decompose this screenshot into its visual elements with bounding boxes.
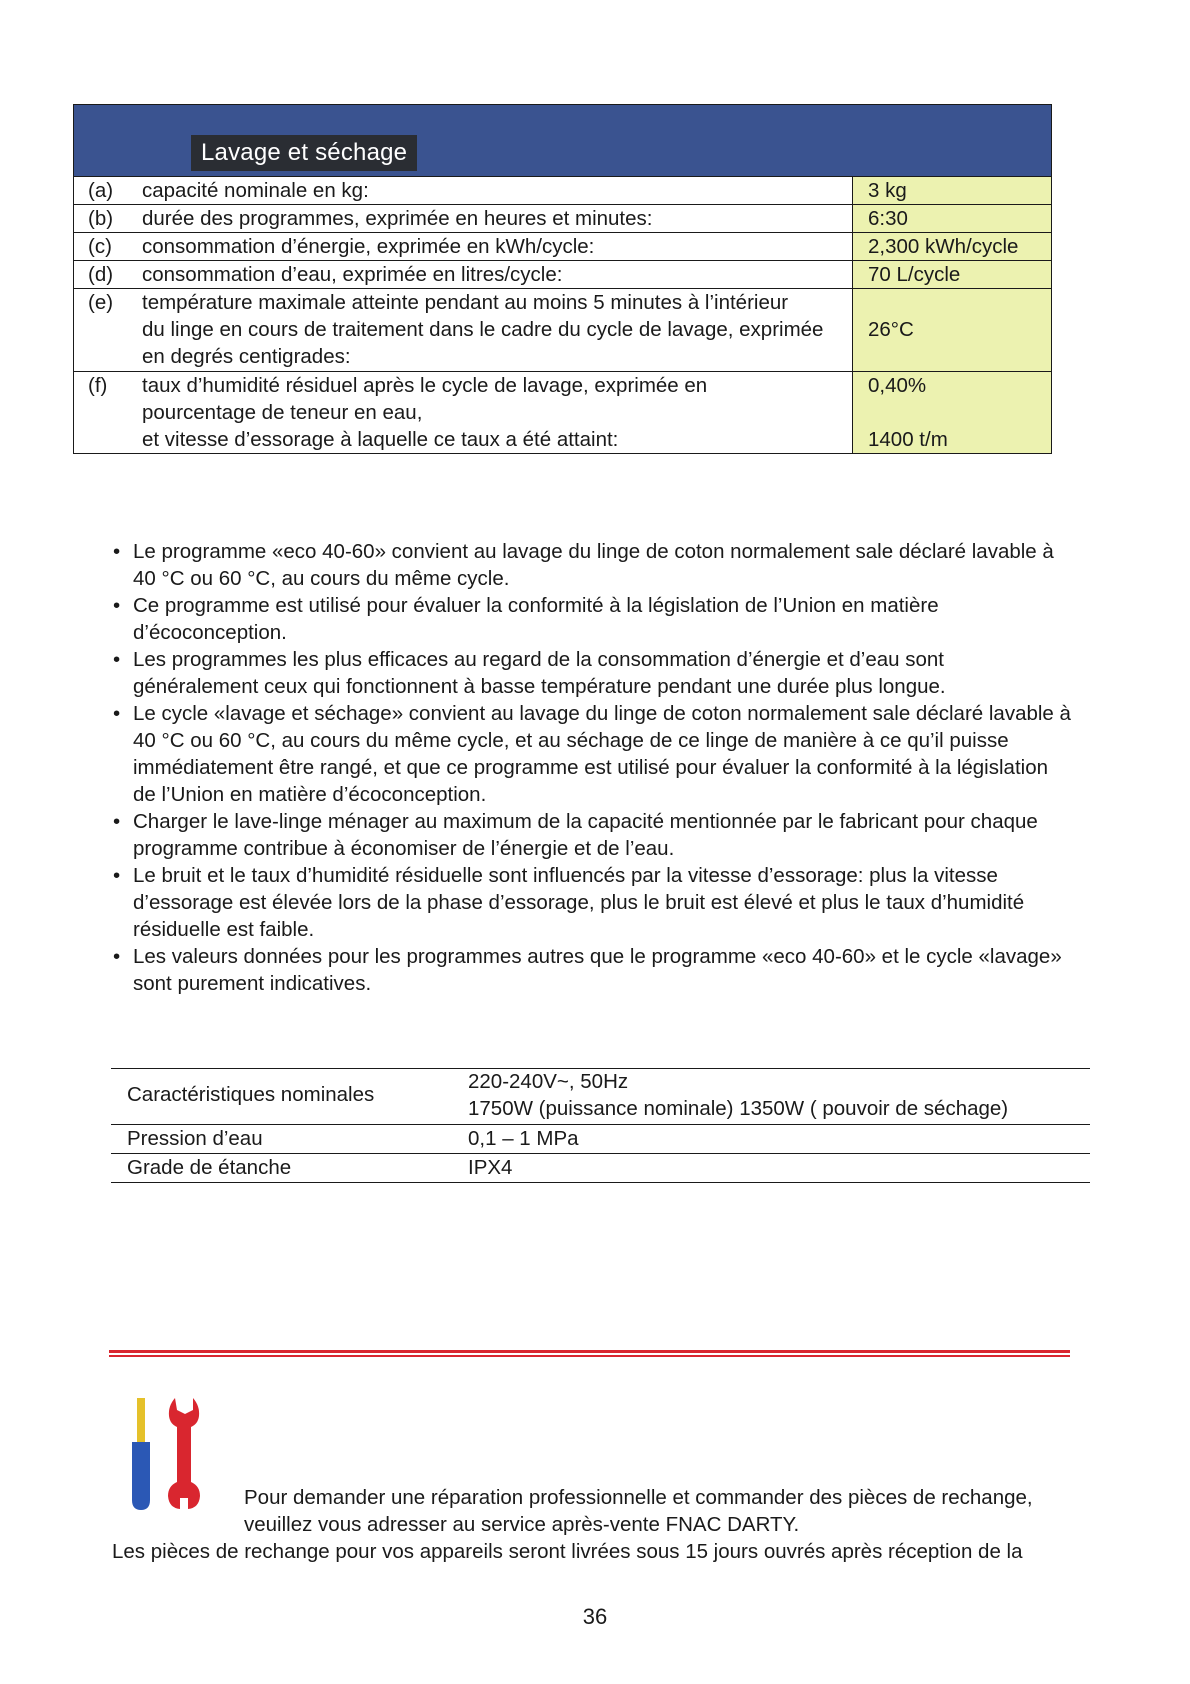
page-number: 36: [582, 1604, 608, 1629]
row-value: 26°C: [852, 289, 1051, 371]
wash-dry-table: [73, 104, 1052, 454]
repair-text: Pour demander une réparation professionnelle et commander des pièces de rechange, veuillez vous adresser au service après-vente FNAC DARTY.: [244, 1486, 1033, 1536]
row-description: capacité nominale en kg:: [142, 179, 369, 202]
spec-value: 0,1 – 1 MPa: [468, 1127, 579, 1150]
table-row: [111, 1153, 1090, 1183]
table-row: [74, 261, 1051, 289]
row-label: (d): [88, 263, 114, 286]
humidity-value: 0,40%: [868, 374, 927, 397]
row-description: consommation d’énergie, exprimée en kWh/cycle:: [142, 235, 595, 258]
specs-table: [111, 1068, 1090, 1183]
row-label: (b): [88, 207, 114, 230]
list-item: • Le programme «eco 40-60» convient au lavage du linge de coton normalement sale déclaré lavable à 40 °C ou 60 °C, au cours du même cycle.: [113, 538, 1103, 592]
spec-value: 1750W (puissance nominale) 1350W ( pouvoir de séchage): [468, 1097, 1009, 1120]
row-label: (e): [88, 291, 114, 314]
table-row: [74, 233, 1051, 261]
table-row: [111, 1068, 1090, 1124]
list-item: • Les valeurs données pour les programmes autres que le programme «eco 40-60» et le cycle «lavage» sont purement indicatives.: [113, 943, 1103, 997]
row-value: 2,300 kWh/cycle: [852, 233, 1051, 260]
spec-value: 220-240V~, 50Hz: [468, 1070, 629, 1093]
list-item: • Le cycle «lavage et séchage» convient au lavage du linge de coton normalement sale déclaré lavable à 40 °C ou 60 °C, au cours du même cycle, et au séchage de ce linge de manière à ce qu’il puisse immédiatement être rangé, et que ce programme est utilisé pour évaluer la conformité à la législation de l’Union en matière d’écoconception.: [113, 700, 1103, 808]
row-value: 6:30: [852, 205, 1051, 232]
spin-speed-value: 1400 t/m: [868, 428, 948, 451]
tools-icon: [128, 1396, 210, 1512]
screwdriver-handle: [132, 1442, 150, 1510]
spec-key: Grade de étanche: [127, 1156, 292, 1179]
row-description: consommation d’eau, exprimée en litres/cycle:: [142, 263, 563, 286]
table-row: [74, 177, 1051, 205]
table-row: [111, 1124, 1090, 1153]
table-row: [74, 205, 1051, 233]
row-description: taux d’humidité résiduel après le cycle de lavage, exprimée en pourcentage de teneur en eau, et vitesse d’essorage à laquelle ce taux a été attaint:: [142, 374, 708, 451]
row-description: durée des programmes, exprimée en heures et minutes:: [142, 207, 653, 230]
table-row: [74, 372, 1051, 453]
row-value: 70 L/cycle: [852, 261, 1051, 288]
row-label: (f): [88, 374, 108, 397]
spec-value: IPX4: [468, 1156, 513, 1179]
wash-dry-table-header: [74, 105, 1051, 177]
row-label: (a): [88, 179, 114, 202]
spec-key: Caractéristiques nominales: [127, 1083, 375, 1106]
wash-dry-table-title: Lavage et séchage: [191, 135, 417, 171]
row-label: (c): [88, 235, 112, 258]
spec-key: Pression d’eau: [127, 1127, 263, 1150]
row-description: température maximale atteinte pendant au moins 5 minutes à l’intérieur du linge en cours de traitement dans le cadre du cycle de lavage, exprimée en degrés centigrades:: [142, 291, 824, 368]
wrench: [168, 1398, 200, 1509]
screwdriver-shaft: [137, 1398, 145, 1442]
list-item: • Le bruit et le taux d’humidité résiduelle sont influencés par la vitesse d’essorage: plus la vitesse d’essorage est élevée lors de la phase d’essorage, plus le bruit est élevé et plus le taux d’humidité résiduelle est faible.: [113, 862, 1103, 943]
list-item: • Charger le lave-linge ménager au maximum de la capacité mentionnée par le fabricant pour chaque programme contribue à économiser de l’énergie et de l’eau.: [113, 808, 1103, 862]
row-value: [852, 372, 1051, 453]
notes-list: [113, 538, 1103, 997]
table-row: [74, 289, 1051, 372]
row-value: 3 kg: [852, 177, 1051, 204]
list-item: • Les programmes les plus efficaces au regard de la consommation d’énergie et d’eau sont généralement ceux qui fonctionnent à basse température pendant une durée plus longue.: [113, 646, 1103, 700]
section-divider: [109, 1350, 1070, 1358]
list-item: • Ce programme est utilisé pour évaluer la conformité à la législation de l’Union en matière d’écoconception.: [113, 592, 1103, 646]
repair-text-continued: Les pièces de rechange pour vos appareils seront livrées sous 15 jours ouvrés après réception de la: [112, 1540, 1023, 1563]
